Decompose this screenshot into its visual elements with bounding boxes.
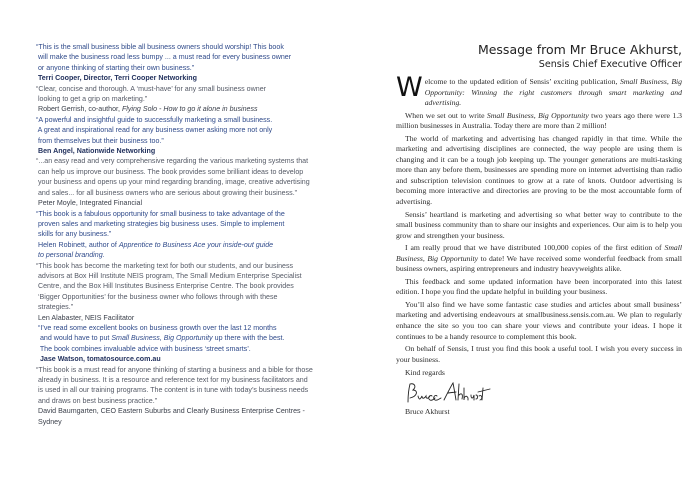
message-subtitle: Sensis Chief Executive Officer <box>538 59 682 70</box>
paragraph: You’ll also find we have some fantastic case studies and articles about small business’ marketing and advertising endeavours at smallbusiness.sensis.com.au. We plan to regularly enhance the site so you too can share your views and contribute your ideas. I hope it continues to be a handy resource to complement this book. <box>396 299 682 341</box>
quote-attribution <box>36 104 326 114</box>
quote-line: “Clear, concise and thorough. A ‘must-have’ for any small business owner <box>36 84 267 93</box>
testimonial-david-baumgarten <box>36 365 326 427</box>
testimonial-robert-gerrish <box>36 84 326 115</box>
paragraph: On behalf of Sensis, I trust you find this book a useful tool. I wish you every success in your business. <box>396 344 682 364</box>
quote-line: can help us improve our business. The book provides some brilliant ideas to develop <box>36 167 304 176</box>
book-title: Apprentice to Business Ace your inside-out guide <box>118 240 274 249</box>
quote-attribution: Ben Angel, Nationwide Networking <box>36 147 156 156</box>
quote-line: “This book is a must read for anyone thinking of starting a business and a bible for those <box>36 365 313 374</box>
message-title: Message from Mr Bruce Akhurst, <box>477 42 682 57</box>
drop-cap: W <box>396 72 423 103</box>
testimonial-terri-cooper <box>36 42 326 84</box>
intro-text: elcome to the updated edition of Sensis’ exciting publication, <box>424 77 620 86</box>
quote-line: your business and opens up your mind regarding branding, image, creative advertising <box>36 178 310 187</box>
text: I am really proud that we have distributed 100,000 copies of the first edition of <box>405 243 665 253</box>
quote-line: A great and inspirational read for any business owner asking more not only <box>36 126 273 135</box>
paragraph: The world of marketing and advertising has changed rapidly in that time. While the marketing and advertising disciplines are connected, the way people are using them is changing and it can be a tough job keeping up. The younger generations are multi-tasking more than any before them, businesses are spending more on internet advertising than radio and subscription television continues to grow at a rate of knots. Outdoor advertising is becoming more interactive and directories are proving to be the most accountable form of advertising. <box>396 133 682 207</box>
message-body <box>396 72 682 365</box>
quote-line: strategies.” <box>36 303 74 312</box>
book-title-cont: to personal branding. <box>36 251 105 260</box>
text: two years ago there were 1.3 million businesses in Australia. Today there are more than 2 million! <box>396 110 682 131</box>
message-heading <box>396 42 682 71</box>
quote-line: Centre, and the Box Hill Institutes Business Enterprise Centre. The book provides <box>36 282 294 291</box>
quote-line: proven sales and marketing strategies big business uses. Simple to implement <box>36 219 285 228</box>
quote-line: “This book is a fabulous opportunity for small business to take advantage of the <box>36 209 285 218</box>
book-title: Small Business, Big Opportunity <box>111 334 213 343</box>
paragraph-intro <box>396 72 682 109</box>
paragraph: Sensis’ heartland is marketing and advertising so what better way to contribute to the small business community than to share our insights and experiences. Our aim is to help you grow and strengthen your business. <box>396 209 682 240</box>
quote-line: from themselves but their business too.” <box>36 136 164 145</box>
quote-line <box>36 333 326 343</box>
ceo-message <box>396 42 682 417</box>
closing: Kind regards <box>405 368 445 378</box>
quote-line: skills for any business.” <box>36 230 112 239</box>
quote-line: and draws on best business practice.” <box>36 396 158 405</box>
book-title: Small Business, Big Opportunity: Winning the right customers through smart marketing and advertising. <box>424 77 682 108</box>
quote-line: will make the business road less bumpy ... a must read for every business owner <box>36 53 292 62</box>
quote-line: already in business. It is a resource and reference text for my business facilitators and <box>36 376 308 384</box>
attribution-text: Robert Gerrish, co-author, <box>36 105 122 114</box>
text: to date! We have received some wonderful feedback from small business owners, aspiring entrepreneurs and industry heavyweights alike. <box>396 253 682 274</box>
signature-block <box>396 367 682 417</box>
quote-line: is used in all our training programs. The content is in tune with today’s business needs <box>36 386 309 395</box>
quote-attribution-cont <box>36 250 326 260</box>
quote-line: and sales... for all business owners who are serious about growing their business.” <box>36 188 298 197</box>
testimonials-column <box>36 42 326 427</box>
attribution-text: Helen Robinett, author of <box>36 240 119 249</box>
quote-text: up there with the best. <box>212 334 285 343</box>
testimonial-peter-moyle <box>36 156 326 208</box>
book-title: Flying Solo - How to go it alone in business <box>121 105 258 114</box>
handwritten-signature-icon <box>404 380 494 406</box>
quote-line: “I’ve read some excellent books on business growth over the last 12 months <box>36 323 277 332</box>
testimonial-jase-watson <box>36 323 326 365</box>
paragraph: This feedback and some updated information have been incorporated into this latest edition. I hope you find the update helpful in building your business. <box>396 276 682 297</box>
testimonial-len-alabaster <box>36 261 326 323</box>
quote-line: “This book has become the marketing text for both our students, and our business <box>36 261 294 270</box>
quote-line: “This is the small business bible all business owners should worship! This book <box>36 43 284 51</box>
quote-attribution: Peter Moyle, Integrated Financial <box>36 199 143 208</box>
quote-attribution: Terri Cooper, Director, Terri Cooper Networking <box>36 74 197 83</box>
testimonial-helen-robinett <box>36 209 326 261</box>
book-title: Small Business, Big Opportunity <box>396 243 682 263</box>
testimonial-ben-angel <box>36 115 326 157</box>
quote-attribution <box>36 240 326 250</box>
book-title: Small Business, Big Opportunity <box>486 110 589 120</box>
quote-text: and would have to put <box>36 334 112 343</box>
text: When we set out to write <box>405 110 487 120</box>
paragraph <box>396 243 682 275</box>
quote-line: or anyone thinking of starting their own business.” <box>36 63 195 72</box>
paragraph <box>396 111 682 132</box>
quote-attribution: Len Alabaster, NEIS Facilitator <box>36 313 135 322</box>
signer-name: Bruce Akhurst <box>405 407 450 417</box>
quote-line: ‘Bigger Opportunities’ for the business owner who follows through with these <box>36 292 278 301</box>
quote-attribution: Jase Watson, tomatosource.com.au <box>36 355 161 364</box>
quote-attribution: David Baumgarten, CEO Eastern Suburbs and Clearly Business Enterprise Centres - <box>36 407 305 416</box>
quote-line: “A powerful and insightful guide to successfully marketing a small business. <box>36 115 273 124</box>
quote-attribution: Sydney <box>36 417 62 426</box>
quote-line: “...an easy read and very comprehensive regarding the various marketing systems that <box>36 157 309 166</box>
quote-line: The book combines invaluable advice with business ‘street smarts’. <box>36 344 251 353</box>
quote-line: looking to get a grip on marketing.” <box>36 95 148 104</box>
quote-line: advisors at Box Hill Institute NEIS program, The Small Medium Enterprise Specialist <box>36 271 302 280</box>
